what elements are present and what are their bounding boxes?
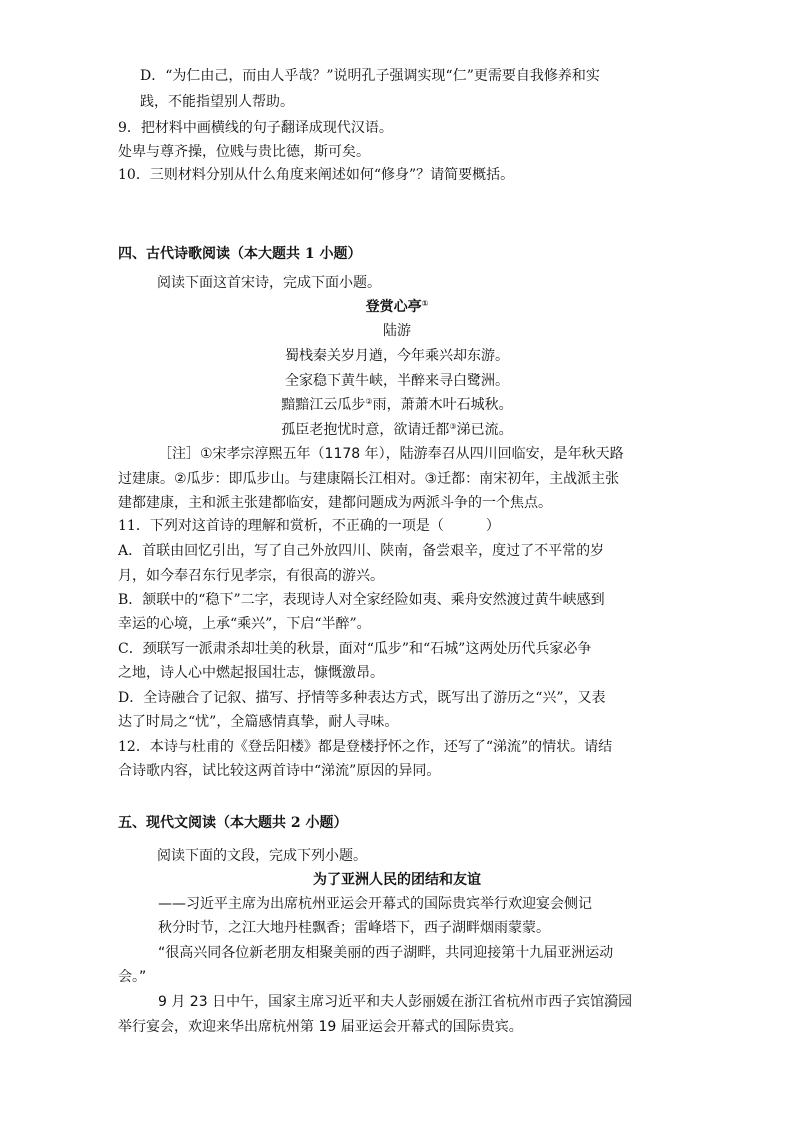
footnote-marker: ① xyxy=(421,299,429,308)
footnote-marker: ③ xyxy=(449,422,457,431)
question-9-sentence: 处卑与尊齐操，位贱与贵比德，斯可矣。 xyxy=(118,144,370,160)
poem-note-line-3: 建都建康，主和派主张建都临安，建都问题成为两派斗争的一个焦点。 xyxy=(118,495,552,511)
q11-option-c-line1: C．颈联写一派肃杀却壮美的秋景，面对“瓜步”和“石城”这两处历代兵家必争 xyxy=(118,641,592,657)
section-5-heading: 五、现代文阅读（本大题共 2 小题） xyxy=(118,815,348,831)
option-d-line1: D．“为仁由己，而由人乎哉？”说明孔子强调实现“仁”更需要自我修养和实 xyxy=(140,68,600,84)
poem-title: 登赏心亭① xyxy=(365,299,429,315)
poem-note-line-2: 过建康。②瓜步：即瓜步山。与建康隔长江相对。③迁都：南宋初年，主战派主张 xyxy=(118,471,620,487)
question-12-line2: 合诗歌内容，试比较这两首诗中“涕流”原因的异同。 xyxy=(118,763,441,779)
q11-option-a-line2: 月，如今奉召东行见孝宗，有很高的游兴。 xyxy=(118,568,384,584)
article-paragraph-1: 秋分时节，之江大地丹桂飘香；雷峰塔下，西子湖畔烟雨蒙蒙。 xyxy=(158,920,550,936)
article-paragraph-3-line1: 9 月 23 日中午，国家主席习近平和夫人彭丽媛在浙江省杭州市西子宾馆漪园 xyxy=(158,994,633,1010)
question-9: 9．把材料中画横线的句子翻译成现代汉语。 xyxy=(118,120,393,136)
article-paragraph-2-line1: “很高兴同各位新老朋友相聚美丽的西子湖畔，共同迎接第十九届亚洲运动 xyxy=(158,945,614,961)
q11-option-d-line2: 达了时局之“忧”，全篇感情真挚，耐人寻味。 xyxy=(118,714,399,730)
q11-option-b-line1: B．颔联中的“稳下”二字，表现诗人对全家经险如夷、乘舟安然渡过黄牛峡感到 xyxy=(118,592,605,608)
poem-line-2: 全家稳下黄牛峡，半醉来寻白鹭洲。 xyxy=(285,373,509,389)
option-d-line2: 践，不能指望别人帮助。 xyxy=(140,94,294,110)
article-paragraph-3-line2: 举行宴会，欢迎来华出席杭州第 19 届亚运会开幕式的国际贵宾。 xyxy=(118,1019,523,1035)
q11-option-d-line1: D．全诗融合了记叙、描写、抒情等多种表达方式，既写出了游历之“兴”，又表 xyxy=(118,690,606,706)
footnote-marker: ② xyxy=(365,397,373,406)
poem-author: 陆游 xyxy=(383,323,411,339)
q11-option-a-line1: A．首联由回忆引出，写了自己外放四川、陕南，备尝艰辛，度过了不平常的岁 xyxy=(118,543,605,559)
poem-note-line-1: ［注］①宋孝宗淳熙五年（1178 年），陆游奉召从四川回临安，是年秋天路 xyxy=(158,446,624,462)
article-paragraph-2-line2: 会。” xyxy=(118,969,147,985)
article-subtitle: ——习近平主席为出席杭州亚运会开幕式的国际贵宾举行欢迎宴会侧记 xyxy=(158,896,592,912)
poem-line-4: 孤臣老抱忧时意，欲请迁都③涕已流。 xyxy=(281,422,513,438)
section-5-intro: 阅读下面的文段，完成下列小题。 xyxy=(157,848,367,864)
question-12-line1: 12．本诗与杜甫的《登岳阳楼》都是登楼抒怀之作，还写了“涕流”的情状。请结 xyxy=(118,739,613,755)
q11-option-b-line2: 幸运的心境，上承“乘兴”，下启“半醉”。 xyxy=(118,616,371,632)
poem-line-1: 蜀栈秦关岁月遒，今年乘兴却东游。 xyxy=(285,348,509,364)
section-4-heading: 四、古代诗歌阅读（本大题共 1 小题） xyxy=(118,246,362,262)
q11-option-c-line2: 之地，诗人心中燃起报国壮志，慷慨激昂。 xyxy=(118,665,384,681)
article-title: 为了亚洲人民的团结和友谊 xyxy=(313,872,481,888)
question-11: 11．下列对这首诗的理解和赏析，不正确的一项是（ ） xyxy=(118,518,500,534)
question-10: 10．三则材料分别从什么角度来阐述如何“修身”？请简要概括。 xyxy=(118,167,515,183)
poem-line-3: 黯黯江云瓜步②雨，萧萧木叶石城秋。 xyxy=(281,397,513,413)
section-4-intro: 阅读下面这首宋诗，完成下面小题。 xyxy=(157,275,381,291)
